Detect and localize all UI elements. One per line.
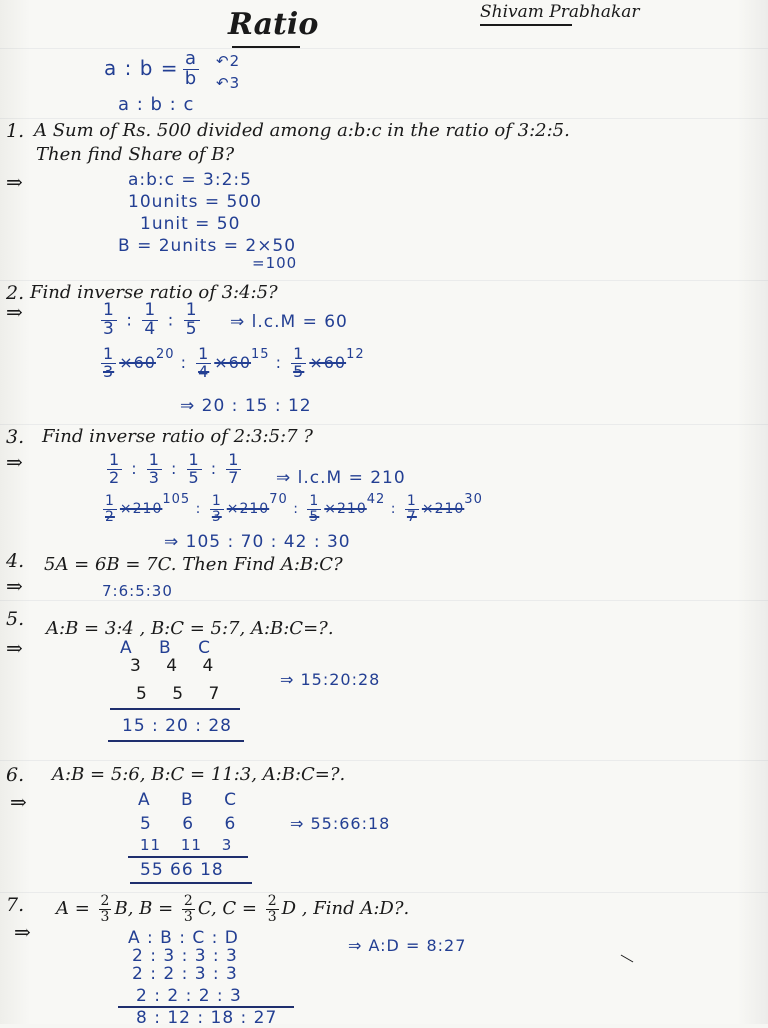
q3-frac-2-num: 1 <box>148 450 160 469</box>
q7-text-mid2: C, C = <box>197 898 257 920</box>
intro-arrow-3-value: 3 <box>229 74 241 92</box>
q3-frac-2-den: 3 <box>148 467 160 487</box>
q7-question <box>56 894 409 924</box>
q2-mult-1-num: 1 <box>103 344 115 363</box>
q3-question: Find inverse ratio of 2:3:5:7 ? <box>42 426 313 447</box>
q4-marker: 4. <box>6 550 25 572</box>
q6-header-c: C <box>224 790 237 810</box>
q3-mult-3-num: 1 <box>309 493 320 509</box>
q3-mult-1: ×210 <box>119 501 163 518</box>
q1-step-1: a:b:c = 3:2:5 <box>128 170 252 190</box>
q5-question: A:B = 3:4 , B:C = 5:7, A:B:C=?. <box>46 618 334 639</box>
ruled-line <box>0 48 768 49</box>
q1-step-4: B = 2units = 2×50 <box>118 236 297 256</box>
q2-mult-2: ×60 <box>214 352 252 372</box>
q2-frac-1-den: 3 <box>103 318 115 339</box>
intro-arrow-3: ↶3 <box>216 74 241 92</box>
q5-marker: 5. <box>6 608 25 630</box>
q2-frac-2-num: 1 <box>144 300 157 320</box>
q2-lcm: ⇒ l.c.M = 60 <box>230 312 348 332</box>
ruled-line <box>0 600 768 601</box>
q7-frac2-den: 3 <box>183 908 193 925</box>
q3-fractions: $\frac{1}{2}$ : $\frac{1}{3}$ : $\frac{1}{5}$ : $\frac{1}{7}$ <box>109 450 240 487</box>
q6-row-2 <box>140 838 232 853</box>
q5-result-underline <box>108 740 244 742</box>
q6-result-row: 55 66 18 <box>140 860 224 880</box>
q3-mult-1-den: 2 <box>105 508 115 525</box>
q3-frac-1-den: 2 <box>109 467 121 487</box>
q7-row-2: 2 : 3 : 3 : 3 <box>132 946 238 966</box>
q5-row1-a: 3 <box>130 656 141 676</box>
q2-answer: ⇒ 20 : 15 : 12 <box>180 396 312 416</box>
author-underline <box>480 24 572 26</box>
q3-frac-3-num: 1 <box>188 450 200 469</box>
q1-step-2: 10units = 500 <box>128 192 262 212</box>
q6-side-answer: ⇒ 55:66:18 <box>290 814 391 833</box>
intro-fraction <box>180 50 202 89</box>
q2-mult-1: ×60 <box>119 352 156 372</box>
q3-mult-3-result: 42 <box>366 492 386 508</box>
q3-mult-2: ×210 <box>226 501 270 518</box>
q1-question-line2: Then find Share of B? <box>36 144 235 165</box>
q7-row-3: 2 : 2 : 3 : 3 <box>132 964 238 984</box>
q3-frac-4-num: 1 <box>228 450 240 469</box>
q5-row2-a: 5 <box>136 684 147 704</box>
q6-row1-c: 6 <box>224 814 237 834</box>
q2-mult-3-num: 1 <box>293 344 305 363</box>
q3-lcm: ⇒ l.c.M = 210 <box>276 468 406 488</box>
q2-frac-3-den: 5 <box>185 318 198 339</box>
q3-mult-1-result: 105 <box>162 492 191 508</box>
q1-step-3: 1unit = 50 <box>140 214 241 234</box>
q1-question: A Sum of Rs. 500 divided among a:b:c in the ratio of 3:2:5. <box>34 120 570 141</box>
q7-frac2-num: 2 <box>183 893 193 909</box>
q5-arrow: ⇒ <box>6 636 23 660</box>
q2-frac-1-num: 1 <box>103 300 115 320</box>
q2-mult-2-den: 4 <box>198 361 210 381</box>
ruled-line <box>0 760 768 761</box>
q6-row2-c: 3 <box>221 836 233 854</box>
q7-frac1-den: 3 <box>100 908 110 925</box>
q5-side-answer: ⇒ 15:20:28 <box>280 670 381 689</box>
q2-frac-2-den: 4 <box>144 318 157 339</box>
q7-text-pre: A = <box>56 898 90 920</box>
q2-question: Find inverse ratio of 3:4:5? <box>30 282 278 303</box>
q7-side-answer: ⇒ A:D = 8:27 <box>348 936 467 955</box>
q6-header-b: B <box>181 790 194 810</box>
q2-mult-1-den: 3 <box>103 361 115 381</box>
q6-marker: 6. <box>6 764 25 786</box>
q3-mult-1-num: 1 <box>105 493 115 509</box>
q2-frac-3-num: 1 <box>185 300 198 320</box>
q1-marker: 1. <box>6 120 25 142</box>
q3-mult-4-num: 1 <box>406 493 417 509</box>
q5-header-b: B <box>159 638 172 658</box>
q2-mult-3-result: 12 <box>346 346 365 362</box>
author-signature: Shivam Prabhakar <box>480 2 640 22</box>
q3-mult-2-result: 70 <box>269 492 288 508</box>
q3-multiplication: $\frac{1}{2}$ ×210105 : $\frac{1}{3}$ ×21070 : $\frac{1}{5}$ ×21042 : $\frac{1}{7}$ ×21030 <box>105 492 483 525</box>
q5-result-row: 15 : 20 : 28 <box>122 716 232 736</box>
q6-arrow: ⇒ <box>10 790 27 814</box>
q2-mult-3: ×60 <box>309 352 347 372</box>
q6-divider <box>128 856 248 858</box>
q2-multiplication: $\frac{1}{3}$ $\times 60^{20}$ : $\frac{1}{4}$ $\times 60^{15}$ : $\frac{1}{5}$ $\times 60^{12}$ <box>103 344 365 381</box>
q1-arrow: ⇒ <box>6 170 23 194</box>
q3-mult-2-num: 1 <box>211 493 222 509</box>
q3-mult-4: ×210 <box>421 501 465 518</box>
q5-header-a: A <box>120 638 133 658</box>
q7-arrow: ⇒ <box>14 920 31 944</box>
q7-frac1-num: 2 <box>100 893 110 909</box>
q5-header-c: C <box>198 638 211 658</box>
q2-mult-1-result: 20 <box>155 346 175 362</box>
q7-result-row: 8 : 12 : 18 : 27 <box>136 1008 278 1028</box>
q5-row-2 <box>136 686 219 703</box>
q6-row2-b: 11 <box>180 836 202 854</box>
q6-result-underline <box>130 882 252 884</box>
q3-arrow: ⇒ <box>6 450 23 474</box>
q3-answer: ⇒ 105 : 70 : 42 : 30 <box>164 532 351 552</box>
intro-abc: a : b : c <box>118 94 195 115</box>
q3-marker: 3. <box>6 426 25 448</box>
q7-text-mid1: B, B = <box>114 898 174 920</box>
q7-row-4: 2 : 2 : 2 : 3 <box>136 986 242 1006</box>
q3-frac-4-den: 7 <box>228 467 240 487</box>
q4-question: 5A = 6B = 7C. Then Find A:B:C? <box>44 554 343 575</box>
q3-mult-3: ×210 <box>324 501 367 518</box>
q3-mult-2-den: 3 <box>211 508 222 525</box>
q3-mult-3-den: 5 <box>309 508 320 525</box>
q7-text-post: D , Find A:D?. <box>281 898 410 920</box>
q2-marker: 2. <box>6 282 25 304</box>
intro-frac-num: a <box>185 48 198 69</box>
title-underline <box>232 46 300 48</box>
q6-row-1 <box>140 816 236 833</box>
intro-arrow-2-value: 2 <box>229 52 241 70</box>
q7-row-1: A : B : C : D <box>128 928 239 948</box>
q5-row2-c: 7 <box>208 684 220 704</box>
q5-row1-c: 4 <box>202 656 214 676</box>
q3-frac-1-num: 1 <box>109 450 121 469</box>
intro-arrow-2: ↶2 <box>216 52 241 70</box>
q5-row2-b: 5 <box>172 684 184 704</box>
q6-row1-b: 6 <box>182 814 195 834</box>
q7-frac3-num: 2 <box>267 893 277 909</box>
ruled-line <box>0 118 768 119</box>
q5-row-1 <box>130 658 213 675</box>
ruled-line <box>0 280 768 281</box>
ruled-line <box>0 424 768 425</box>
q6-headers <box>138 792 237 809</box>
q2-mult-3-den: 5 <box>293 361 305 381</box>
ruled-line <box>0 892 768 893</box>
q7-frac3-den: 3 <box>267 908 277 925</box>
q5-divider <box>110 708 240 710</box>
q2-arrow: ⇒ <box>6 300 23 324</box>
q6-row1-a: 5 <box>140 814 152 834</box>
q3-mult-4-result: 30 <box>464 492 483 508</box>
q1-step-5: =100 <box>252 254 298 272</box>
q5-row1-b: 4 <box>166 656 178 676</box>
q2-mult-2-num: 1 <box>198 344 210 363</box>
q3-mult-4-den: 7 <box>406 508 417 525</box>
q6-row2-a: 11 <box>140 836 162 854</box>
intro-frac-den: b <box>184 67 198 89</box>
q6-header-a: A <box>138 790 151 810</box>
q6-question: A:B = 5:6, B:C = 11:3, A:B:C=?. <box>52 764 346 785</box>
intro-ratio-label: a : b = <box>104 56 179 80</box>
q4-answer: 7:6:5:30 <box>102 582 173 600</box>
q2-mult-2-result: 15 <box>251 346 270 362</box>
q7-marker: 7. <box>6 894 25 916</box>
q4-arrow: ⇒ <box>6 574 23 598</box>
q3-frac-3-den: 5 <box>188 467 200 487</box>
page-title: Ratio <box>228 7 319 42</box>
q2-fractions: $\frac{1}{3}$ : $\frac{1}{4}$ : $\frac{1}{5}$ <box>103 300 198 339</box>
q5-headers <box>120 640 211 657</box>
